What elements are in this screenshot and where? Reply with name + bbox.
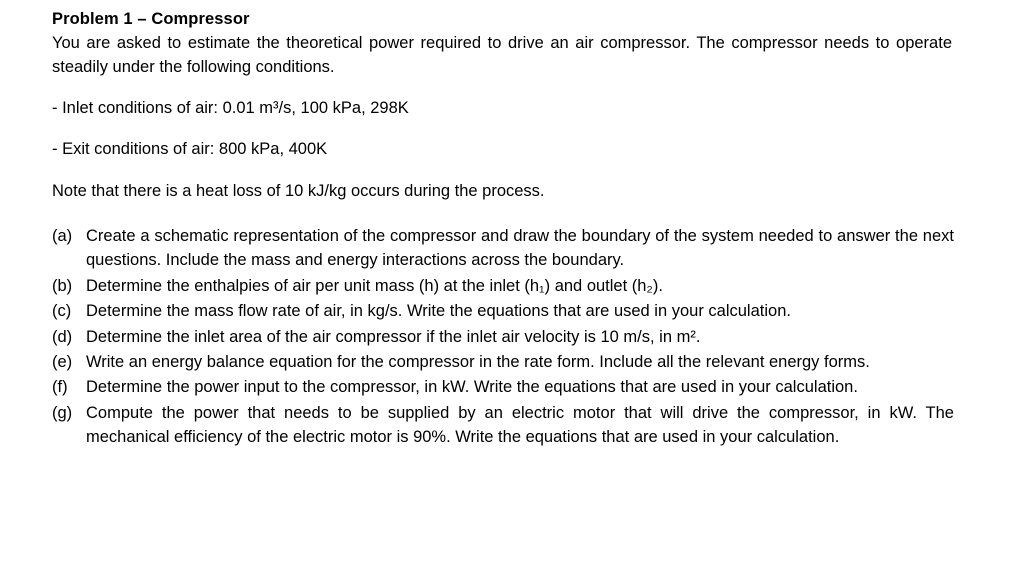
list-item bbox=[52, 224, 954, 273]
list-item-label: (d) bbox=[52, 327, 73, 346]
list-item bbox=[52, 299, 954, 323]
list-item bbox=[52, 401, 954, 450]
list-item bbox=[52, 325, 954, 349]
intro-paragraph: You are asked to estimate the theoretical power required to drive an air compressor. The compressor needs to operate steadily under the following conditions. bbox=[52, 34, 952, 77]
list-item-text: Determine the enthalpies of air per unit mass (h) at the inlet (h₁) and outlet (h₂). bbox=[86, 276, 663, 295]
list-item-text: Determine the mass flow rate of air, in kg/s. Write the equations that are used in your calculation. bbox=[86, 302, 791, 321]
list-item-text: Write an energy balance equation for the compressor in the rate form. Include all the relevant energy forms. bbox=[86, 353, 870, 372]
inlet-conditions-line: - Inlet conditions of air: 0.01 m³/s, 100 kPa, 298K bbox=[52, 99, 409, 118]
list-item bbox=[52, 350, 954, 374]
page-title: Problem 1 – Compressor bbox=[52, 10, 250, 28]
exit-conditions-line: - Exit conditions of air: 800 kPa, 400K bbox=[52, 140, 328, 159]
list-item-label: (g) bbox=[52, 403, 73, 422]
list-item bbox=[52, 375, 954, 399]
question-list bbox=[52, 224, 954, 450]
list-item-label: (b) bbox=[52, 276, 73, 295]
list-item-text: Determine the power input to the compressor, in kW. Write the equations that are used in your calculation. bbox=[86, 378, 858, 397]
heat-loss-note: Note that there is a heat loss of 10 kJ/kg occurs during the process. bbox=[52, 182, 545, 201]
list-item bbox=[52, 274, 954, 298]
list-item-text: Create a schematic representation of the compressor and draw the boundary of the system needed to answer the next questions. Include the mass and energy interactions across the boundary. bbox=[86, 227, 954, 270]
list-item-label: (f) bbox=[52, 378, 68, 397]
list-item-label: (c) bbox=[52, 302, 72, 321]
list-item-text: Determine the inlet area of the air compressor if the inlet air velocity is 10 m/s, in m². bbox=[86, 327, 701, 346]
list-item-label: (e) bbox=[52, 353, 73, 372]
list-item-label: (a) bbox=[52, 227, 73, 246]
list-item-text: Compute the power that needs to be supplied by an electric motor that will drive the compressor, in kW. The mechanical efficiency of the electric motor is 90%. Write the equations that are used in your calculation. bbox=[86, 403, 954, 447]
